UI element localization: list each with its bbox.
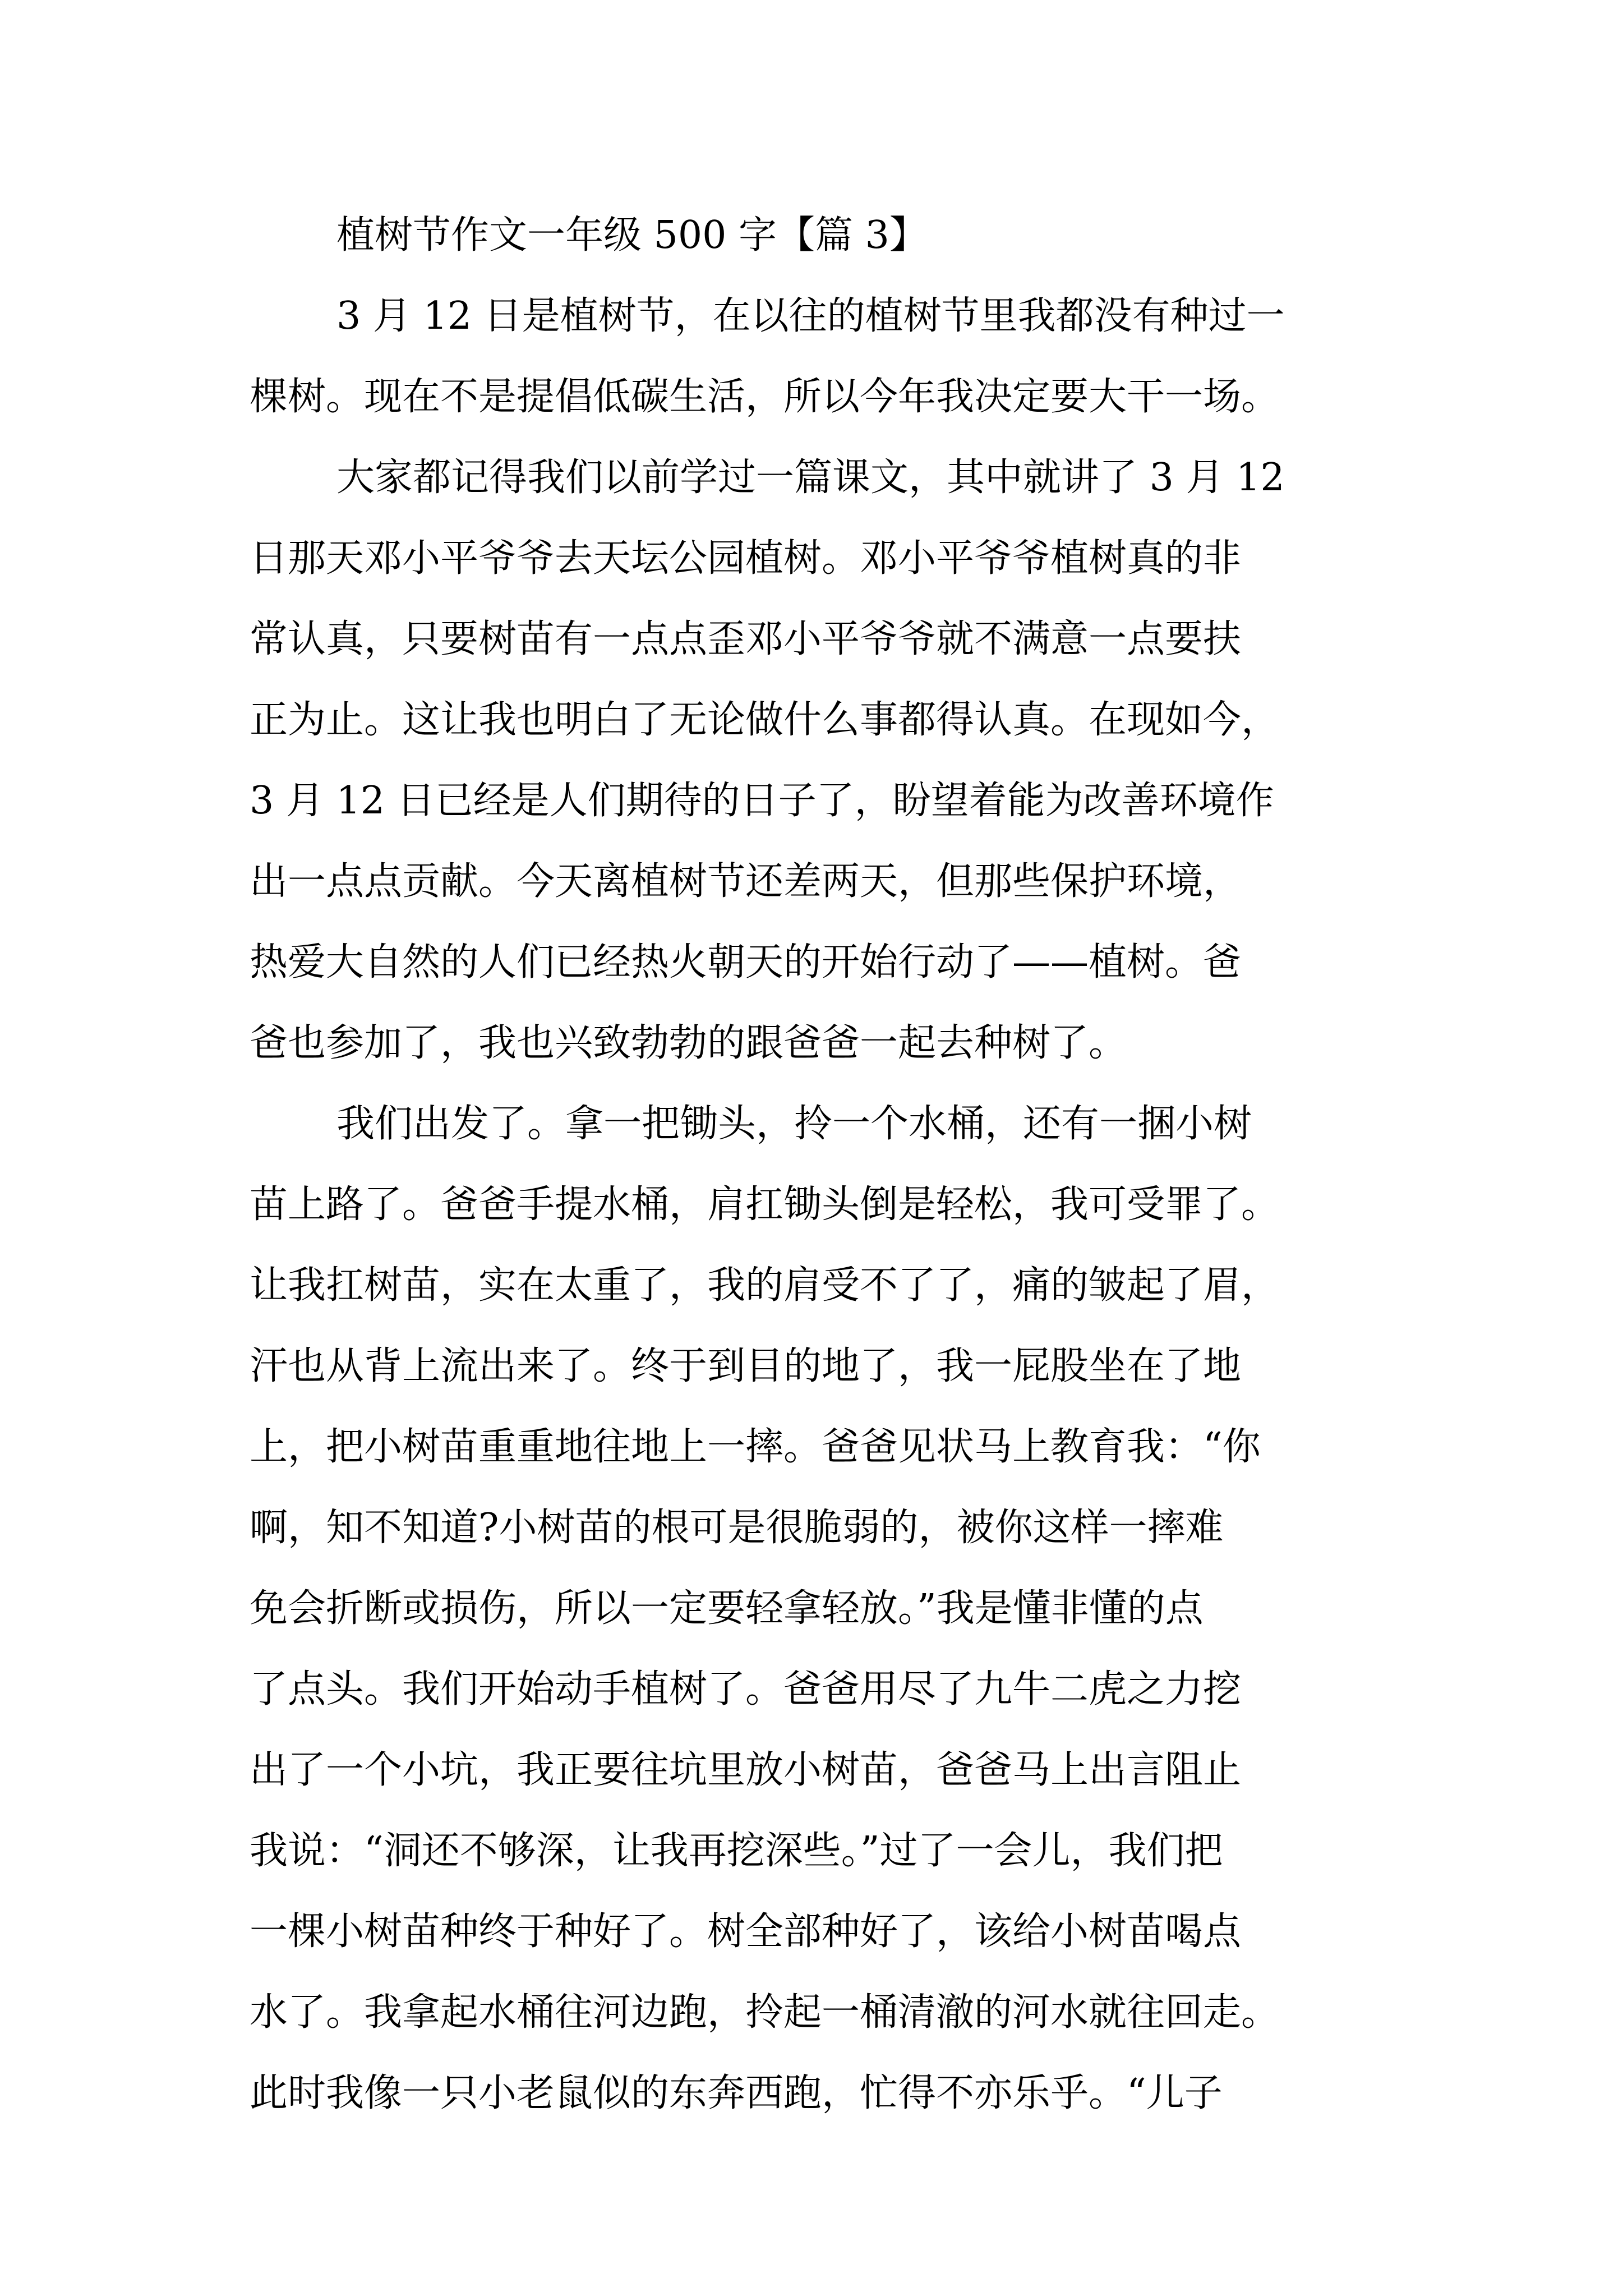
paragraph-2-line-4: 正为止。这让我也明白了无论做什么事都得认真。在现如今， — [250, 698, 1280, 742]
paragraph-3-line-1: 我们出发了。拿一把锄头，拎一个水桶，还有一捆小树 — [336, 1102, 1252, 1146]
paragraph-3-line-2: 苗上路了。爸爸手提水桶，肩扛锄头倒是轻松，我可受罪了。 — [250, 1182, 1280, 1227]
paragraph-2-line-3: 常认真，只要树苗有一点点歪邓小平爷爷就不满意一点要扶 — [250, 617, 1242, 661]
paragraph-3-line-13: 此时我像一只小老鼠似的东奔西跑，忙得不亦乐乎。“儿子 — [250, 2071, 1223, 2115]
paragraph-1-line-1: 3 月 12 日是植树节，在以往的植树节里我都没有种过一 — [336, 294, 1285, 338]
paragraph-2-line-8: 爸也参加了，我也兴致勃勃的跟爸爸一起去种树了。 — [250, 1021, 1127, 1065]
paragraph-2-line-7: 热爱大自然的人们已经热火朝天的开始行动了——植树。爸 — [250, 940, 1242, 984]
paragraph-3-line-6: 啊，知不知道?小树苗的根可是很脆弱的，被你这样一摔难 — [250, 1506, 1224, 1550]
paragraph-3-line-9: 出了一个小坑，我正要往坑里放小树苗，爸爸马上出言阻止 — [250, 1748, 1242, 1792]
paragraph-3-line-4: 汗也从背上流出来了。终于到目的地了，我一屁股坐在了地 — [250, 1344, 1242, 1388]
paragraph-1-line-2: 棵树。现在不是提倡低碳生活，所以今年我决定要大干一场。 — [250, 375, 1280, 419]
paragraph-3-line-12: 水了。我拿起水桶往河边跑，拎起一桶清澈的河水就往回走。 — [250, 1990, 1280, 2035]
paragraph-2-line-5: 3 月 12 日已经是人们期待的日子了，盼望着能为改善环境作 — [250, 779, 1274, 823]
paragraph-2-line-1: 大家都记得我们以前学过一篇课文，其中就讲了 3 月 12 — [336, 455, 1285, 500]
paragraph-3-line-5: 上，把小树苗重重地往地上一摔。爸爸见状马上教育我：“你 — [250, 1425, 1261, 1469]
paragraph-2-line-6: 出一点点贡献。今天离植树节还差两天，但那些保护环境， — [250, 859, 1242, 904]
paragraph-3-line-10: 我说：“洞还不够深，让我再挖深些。”过了一会儿，我们把 — [250, 1829, 1223, 1873]
document-title: 植树节作文一年级 500 字【篇 3】 — [336, 213, 928, 257]
paragraph-3-line-8: 了点头。我们开始动手植树了。爸爸用尽了九牛二虎之力挖 — [250, 1667, 1242, 1711]
paragraph-3-line-7: 免会折断或损伤，所以一定要轻拿轻放。”我是懂非懂的点 — [250, 1586, 1204, 1631]
paragraph-3-line-3: 让我扛树苗，实在太重了，我的肩受不了了，痛的皱起了眉， — [250, 1263, 1280, 1308]
paragraph-3-line-11: 一棵小树苗种终于种好了。树全部种好了，该给小树苗喝点 — [250, 1910, 1242, 1954]
paragraph-2-line-2: 日那天邓小平爷爷去天坛公园植树。邓小平爷爷植树真的非 — [250, 536, 1242, 581]
